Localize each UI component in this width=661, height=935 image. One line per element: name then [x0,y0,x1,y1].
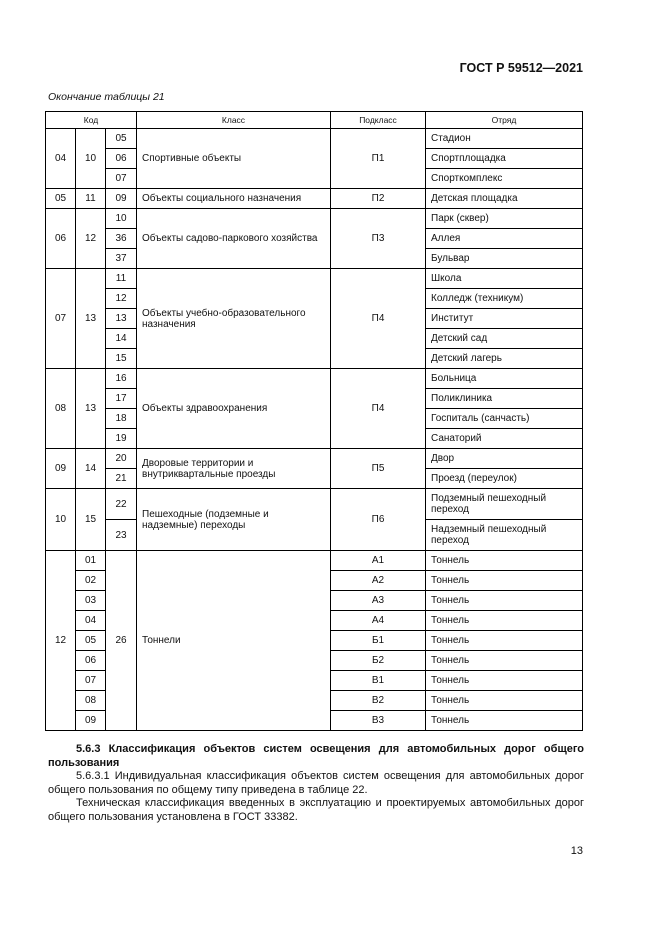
detachment-name: Стадион [426,129,583,149]
class-name: Объекты садово-паркового хозяйства [137,209,331,269]
class-name: Дворовые территории и внутриквартальные проезды [137,449,331,489]
detachment-name: Тоннель [426,691,583,711]
code-level-3: 06 [106,149,137,169]
table-row [46,189,583,209]
detachment-name: Спорткомплекс [426,169,583,189]
code-level-3: 21 [106,469,137,489]
code-level-2: 11 [76,189,106,209]
header-code: Код [46,112,137,129]
section-paragraph: Техническая классификация введенных в эксплуатацию и проектируемых автомобильных дорог общего пользования установлена в ГОСТ 33382. [48,797,584,823]
code-level-2: 02 [76,571,106,591]
detachment-name: Парк (сквер) [426,209,583,229]
detachment-name: Тоннель [426,631,583,651]
class-name: Тоннели [137,551,331,731]
document-id: ГОСТ Р 59512—2021 [459,61,583,75]
code-level-3: 12 [106,289,137,309]
detachment-name: Спортплощадка [426,149,583,169]
table-caption: Окончание таблицы 21 [48,91,165,103]
section-5-6-3 [48,743,584,824]
class-name: Пешеходные (подземные и надземные) переходы [137,489,331,551]
class-name: Спортивные объекты [137,129,331,189]
table-row [46,269,583,289]
code-level-1: 04 [46,129,76,189]
detachment-name: Надземный пешеходный переход [426,520,583,551]
detachment-name: Больница [426,369,583,389]
code-level-2: 01 [76,551,106,571]
header-subclass: Подкласс [331,112,426,129]
code-level-1: 12 [46,551,76,731]
code-level-3: 23 [106,520,137,551]
subclass-code: Б1 [331,631,426,651]
code-level-3: 18 [106,409,137,429]
subclass-code: А1 [331,551,426,571]
code-level-2: 04 [76,611,106,631]
subclass-code: В3 [331,711,426,731]
code-level-2: 10 [76,129,106,189]
code-level-3: 13 [106,309,137,329]
code-level-2: 14 [76,449,106,489]
code-level-3: 22 [106,489,137,520]
detachment-name: Школа [426,269,583,289]
code-level-3: 15 [106,349,137,369]
classification-table [45,111,583,731]
detachment-name: Тоннель [426,651,583,671]
code-level-1: 08 [46,369,76,449]
detachment-name: Детская площадка [426,189,583,209]
code-level-1: 07 [46,269,76,369]
code-level-1: 10 [46,489,76,551]
subclass-code: П4 [331,269,426,369]
subclass-code: А2 [331,571,426,591]
subclass-code: П4 [331,369,426,449]
header-class: Класс [137,112,331,129]
code-level-3: 17 [106,389,137,409]
detachment-name: Детский сад [426,329,583,349]
class-name: Объекты учебно-образовательного назначения [137,269,331,369]
detachment-name: Колледж (техникум) [426,289,583,309]
code-level-3: 07 [106,169,137,189]
code-level-3: 20 [106,449,137,469]
table-row [46,551,583,571]
table-row [46,129,583,149]
section-paragraph: 5.6.3.1 Индивидуальная классификация объектов систем освещения для автомобильных дорог общего пользования по общему типу приведена в таблице 22. [48,770,584,796]
section-heading: 5.6.3 Классификация объектов систем освещения для автомобильных дорог общего пользования [48,743,584,769]
code-level-2: 08 [76,691,106,711]
subclass-code: П5 [331,449,426,489]
subclass-code: П1 [331,129,426,189]
table-row [46,489,583,520]
class-name: Объекты здравоохранения [137,369,331,449]
detachment-name: Тоннель [426,611,583,631]
detachment-name: Санаторий [426,429,583,449]
detachment-name: Институт [426,309,583,329]
code-level-2: 13 [76,369,106,449]
detachment-name: Госпиталь (санчасть) [426,409,583,429]
table-row [46,209,583,229]
code-level-1: 06 [46,209,76,269]
code-level-3: 14 [106,329,137,349]
code-level-3: 26 [106,551,137,731]
code-level-2: 03 [76,591,106,611]
detachment-name: Тоннель [426,671,583,691]
detachment-name: Подземный пешеходный переход [426,489,583,520]
detachment-name: Поликлиника [426,389,583,409]
subclass-code: А3 [331,591,426,611]
detachment-name: Детский лагерь [426,349,583,369]
table-row [46,369,583,389]
code-level-2: 06 [76,651,106,671]
class-name: Объекты социального назначения [137,189,331,209]
code-level-3: 37 [106,249,137,269]
code-level-2: 07 [76,671,106,691]
code-level-2: 05 [76,631,106,651]
code-level-3: 10 [106,209,137,229]
page-number: 13 [570,845,583,857]
detachment-name: Тоннель [426,571,583,591]
header-detachment: Отряд [426,112,583,129]
detachment-name: Тоннель [426,551,583,571]
detachment-name: Бульвар [426,249,583,269]
detachment-name: Тоннель [426,591,583,611]
subclass-code: П6 [331,489,426,551]
subclass-code: В2 [331,691,426,711]
code-level-2: 09 [76,711,106,731]
subclass-code: А4 [331,611,426,631]
code-level-2: 12 [76,209,106,269]
code-level-3: 16 [106,369,137,389]
code-level-3: 19 [106,429,137,449]
code-level-3: 09 [106,189,137,209]
table-row [46,449,583,469]
detachment-name: Проезд (переулок) [426,469,583,489]
subclass-code: П2 [331,189,426,209]
code-level-3: 05 [106,129,137,149]
subclass-code: Б2 [331,651,426,671]
code-level-2: 15 [76,489,106,551]
code-level-3: 36 [106,229,137,249]
code-level-1: 05 [46,189,76,209]
detachment-name: Двор [426,449,583,469]
code-level-1: 09 [46,449,76,489]
code-level-2: 13 [76,269,106,369]
subclass-code: В1 [331,671,426,691]
detachment-name: Тоннель [426,711,583,731]
table-header-row [46,112,583,129]
subclass-code: П3 [331,209,426,269]
code-level-3: 11 [106,269,137,289]
detachment-name: Аллея [426,229,583,249]
